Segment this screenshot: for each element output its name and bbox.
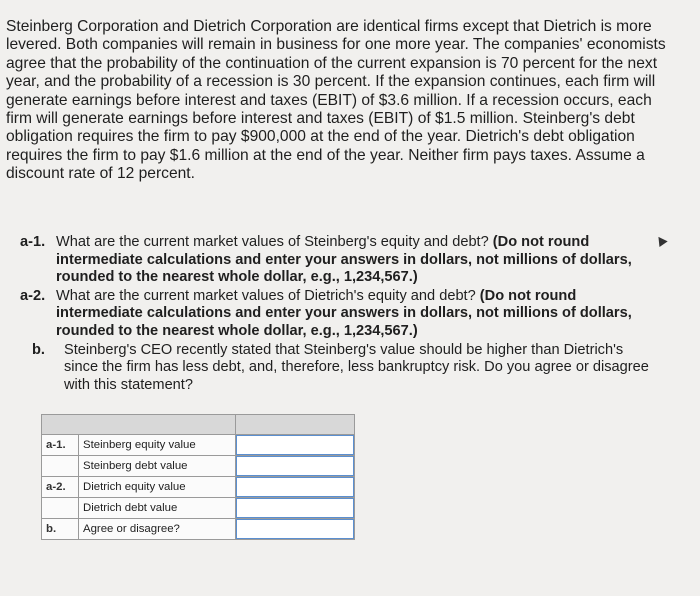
- question-label: a-2.: [20, 287, 46, 304]
- question-instruction: (Do not round intermediate calculations and enter your answers in dollars, not millions of dollars, rounded to the nearest whole dollar, e.g., 1,234,567.): [56, 234, 632, 286]
- table-row: [42, 477, 355, 498]
- dietrich-equity-input[interactable]: [236, 477, 354, 497]
- table-header-row: [42, 415, 355, 435]
- question-a1: [20, 234, 660, 287]
- row-label: a-1.: [42, 435, 79, 456]
- table-row: [42, 456, 355, 477]
- answer-cell: [236, 519, 355, 540]
- question-text: What are the current market values of Steinberg's equity and debt?: [56, 234, 489, 250]
- row-description: Agree or disagree?: [79, 519, 236, 540]
- question-b: [20, 342, 660, 395]
- table-row: [42, 435, 355, 456]
- table-row: [42, 498, 355, 519]
- row-label: [42, 456, 79, 477]
- table-header-cell: [42, 415, 236, 435]
- answer-cell: [236, 435, 355, 456]
- question-text: What are the current market values of Dietrich's equity and debt?: [56, 287, 476, 304]
- question-a2: [20, 288, 660, 341]
- question-text: Steinberg's CEO recently stated that Steinberg's value should be higher than Dietrich's since the firm has less debt, and, therefore, less bankruptcy risk. Do you agree or disagree with this statement?: [64, 341, 649, 393]
- problem-statement: Steinberg Corporation and Dietrich Corporation are identical firms except that Dietrich is more levered. Both companies will remain in business for one more year. The companies' economists agree that the probability of the continuation of the current expansion is 70 percent for the next year, and the probability of a recession is 30 percent. If the expansion continues, each firm will generate earnings before interest and taxes (EBIT) of $3.6 million. If a recession occurs, each firm will generate earnings before interest and taxes (EBIT) of $1.5 million. Steinberg's debt obligation requires the firm to pay $900,000 at the end of the year. Dietrich's debt obligation requires the firm to pay $1.6 million at the end of the year. Neither firm pays taxes. Assume a discount rate of 12 percent.: [6, 18, 666, 183]
- question-label: b.: [32, 341, 45, 358]
- dietrich-debt-input[interactable]: [236, 498, 354, 518]
- row-label: b.: [42, 519, 79, 540]
- row-label: [42, 498, 79, 519]
- row-description: Dietrich debt value: [79, 498, 236, 519]
- answer-cell: [236, 498, 355, 519]
- row-description: Steinberg debt value: [79, 456, 236, 477]
- answer-cell: [236, 477, 355, 498]
- question-list: [20, 234, 660, 395]
- answer-cell: [236, 456, 355, 477]
- row-description: Dietrich equity value: [79, 477, 236, 498]
- table-row: [42, 519, 355, 540]
- question-label: a-1.: [20, 234, 46, 250]
- row-label: a-2.: [42, 477, 79, 498]
- steinberg-debt-input[interactable]: [236, 456, 354, 476]
- row-description: Steinberg equity value: [79, 435, 236, 456]
- table-header-cell: [236, 415, 355, 435]
- steinberg-equity-input[interactable]: [236, 435, 354, 455]
- question-instruction: (Do not round intermediate calculations and enter your answers in dollars, not millions of dollars, rounded to the nearest whole dollar, e.g., 1,234,567.): [56, 287, 632, 339]
- answer-table: [41, 414, 355, 540]
- agree-disagree-input[interactable]: [236, 519, 354, 539]
